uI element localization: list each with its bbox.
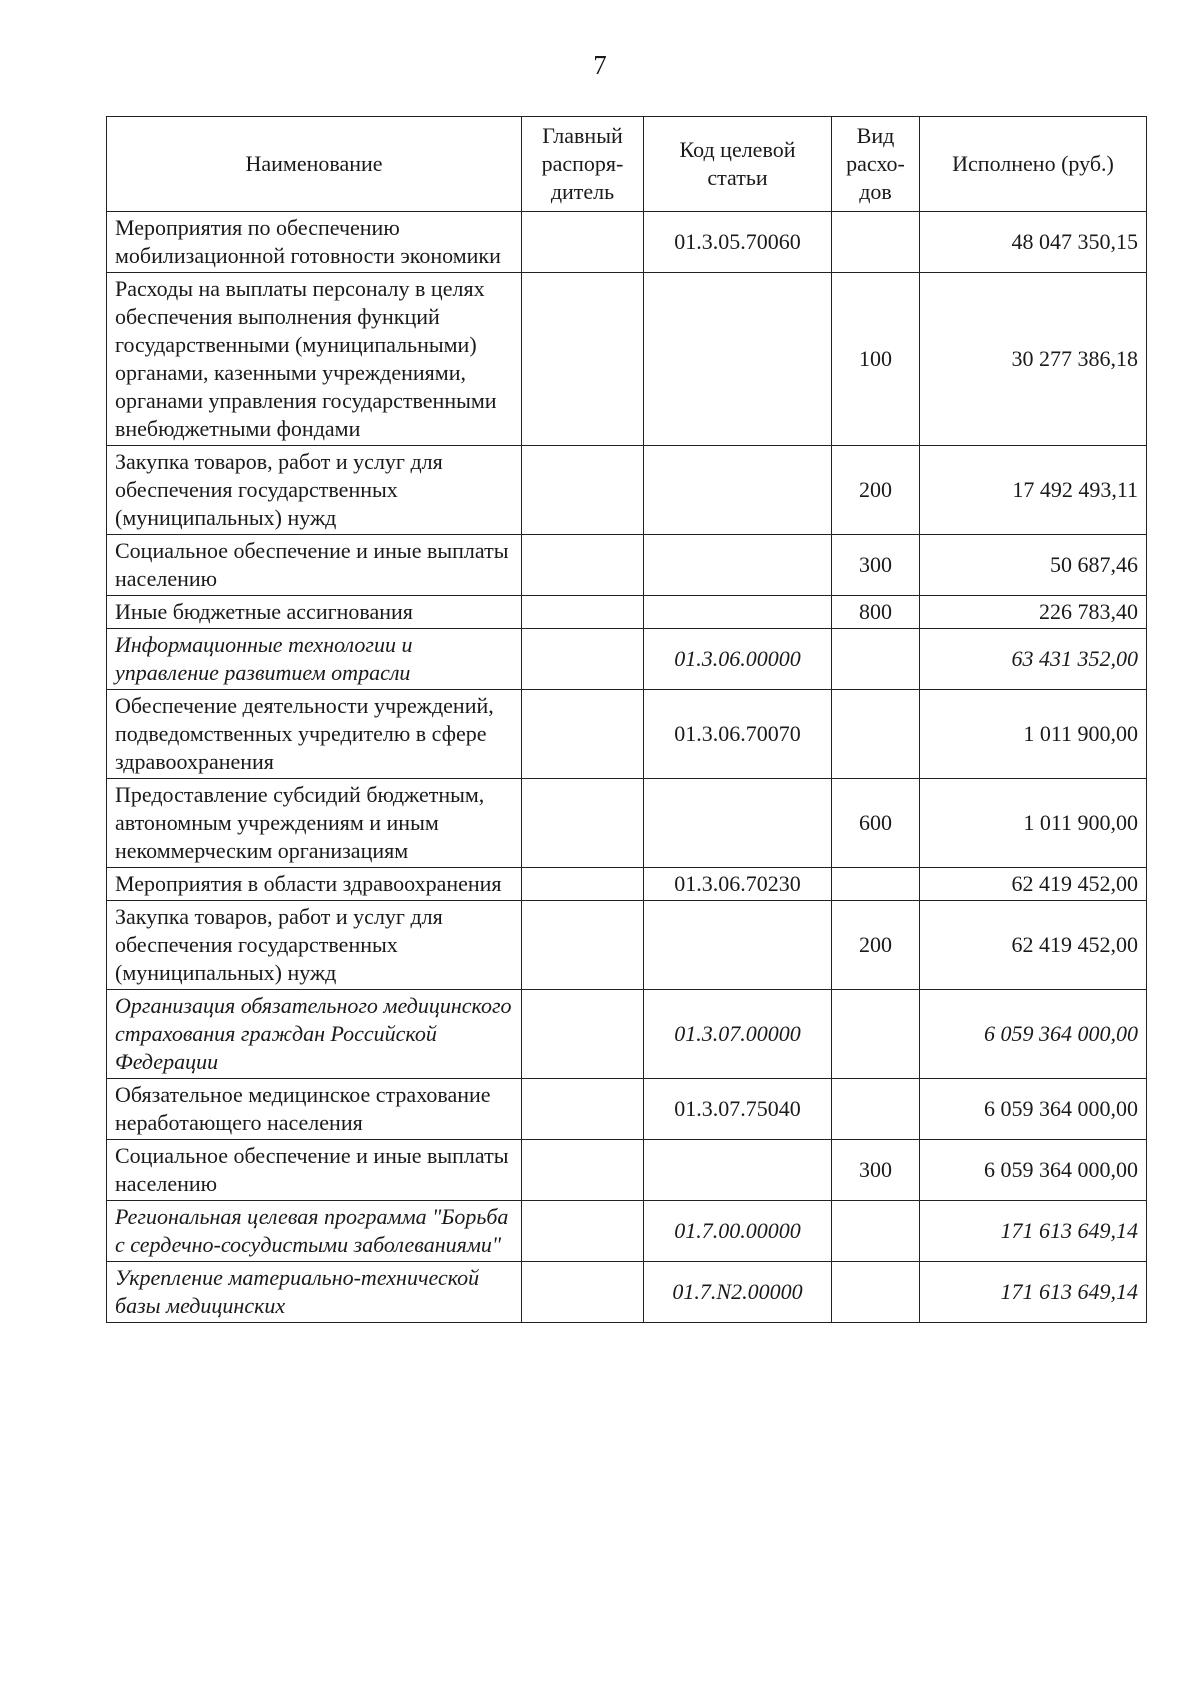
cell-manager (522, 1079, 644, 1140)
cell-manager (522, 901, 644, 990)
cell-amount: 6 059 364 000,00 (920, 990, 1147, 1079)
cell-name: Организация обязательного медицинского страхования граждан Российской Федерации (107, 990, 522, 1079)
cell-kind: 200 (832, 446, 920, 535)
table-row (107, 1201, 1147, 1262)
table-row (107, 990, 1147, 1079)
cell-kind: 300 (832, 535, 920, 596)
table-row (107, 446, 1147, 535)
cell-kind (832, 1079, 920, 1140)
cell-manager (522, 446, 644, 535)
cell-manager (522, 596, 644, 629)
cell-code (644, 446, 832, 535)
page-number: 7 (593, 50, 607, 80)
cell-code (644, 901, 832, 990)
cell-code (644, 535, 832, 596)
cell-amount: 62 419 452,00 (920, 868, 1147, 901)
header-kind: Вид расхо-дов (832, 117, 920, 212)
cell-name: Обеспечение деятельности учреждений, подведомственных учредителю в сфере здравоохранения (107, 690, 522, 779)
cell-manager (522, 990, 644, 1079)
cell-kind (832, 1201, 920, 1262)
cell-code: 01.3.07.75040 (644, 1079, 832, 1140)
cell-manager (522, 273, 644, 446)
budget-table (106, 116, 1147, 1323)
cell-kind: 800 (832, 596, 920, 629)
cell-name: Мероприятия в области здравоохранения (107, 868, 522, 901)
cell-code: 01.7.N2.00000 (644, 1262, 832, 1323)
cell-amount: 50 687,46 (920, 535, 1147, 596)
cell-kind: 300 (832, 1140, 920, 1201)
cell-kind: 200 (832, 901, 920, 990)
table-row (107, 868, 1147, 901)
cell-kind: 600 (832, 779, 920, 868)
cell-manager (522, 779, 644, 868)
cell-name: Закупка товаров, работ и услуг для обеспечения государственных (муниципальных) нужд (107, 901, 522, 990)
cell-code: 01.3.05.70060 (644, 212, 832, 273)
cell-manager (522, 1201, 644, 1262)
table-row (107, 596, 1147, 629)
cell-manager (522, 1262, 644, 1323)
cell-manager (522, 535, 644, 596)
cell-name: Мероприятия по обеспечению мобилизационной готовности экономики (107, 212, 522, 273)
cell-name: Социальное обеспечение и иные выплаты населению (107, 1140, 522, 1201)
cell-name: Предоставление субсидий бюджетным, автономным учреждениям и иным некоммерческим организациям (107, 779, 522, 868)
cell-amount: 1 011 900,00 (920, 690, 1147, 779)
cell-name: Расходы на выплаты персоналу в целях обеспечения выполнения функций государственными (муниципальными) органами, казенными учреждениями, органами управления государственными внебюджетными фондами (107, 273, 522, 446)
header-manager: Главный распоря-дитель (522, 117, 644, 212)
header-code: Код целевой статьи (644, 117, 832, 212)
cell-name: Иные бюджетные ассигнования (107, 596, 522, 629)
cell-name: Закупка товаров, работ и услуг для обеспечения государственных (муниципальных) нужд (107, 446, 522, 535)
cell-code (644, 273, 832, 446)
cell-manager (522, 629, 644, 690)
cell-code (644, 1140, 832, 1201)
cell-amount: 48 047 350,15 (920, 212, 1147, 273)
cell-manager (522, 1140, 644, 1201)
cell-kind (832, 868, 920, 901)
cell-amount: 171 613 649,14 (920, 1262, 1147, 1323)
cell-name: Региональная целевая программа "Борьба с сердечно-сосудистыми заболеваниями" (107, 1201, 522, 1262)
cell-name: Информационные технологии и управление развитием отрасли (107, 629, 522, 690)
cell-code: 01.3.06.70070 (644, 690, 832, 779)
cell-amount: 6 059 364 000,00 (920, 1140, 1147, 1201)
table-row (107, 535, 1147, 596)
cell-kind (832, 690, 920, 779)
cell-name: Социальное обеспечение и иные выплаты населению (107, 535, 522, 596)
cell-amount: 62 419 452,00 (920, 901, 1147, 990)
cell-code (644, 779, 832, 868)
cell-amount: 63 431 352,00 (920, 629, 1147, 690)
cell-code (644, 596, 832, 629)
cell-amount: 17 492 493,11 (920, 446, 1147, 535)
table-row (107, 690, 1147, 779)
cell-kind: 100 (832, 273, 920, 446)
cell-code: 01.3.07.00000 (644, 990, 832, 1079)
cell-manager (522, 212, 644, 273)
cell-code: 01.3.06.70230 (644, 868, 832, 901)
header-name: Наименование (107, 117, 522, 212)
cell-name: Укрепление материально-технической базы медицинских (107, 1262, 522, 1323)
table-row (107, 779, 1147, 868)
table-row (107, 212, 1147, 273)
cell-kind (832, 990, 920, 1079)
header-row (107, 117, 1147, 212)
table-row (107, 1140, 1147, 1201)
cell-kind (832, 629, 920, 690)
cell-code: 01.7.00.00000 (644, 1201, 832, 1262)
cell-name: Обязательное медицинское страхование неработающего населения (107, 1079, 522, 1140)
cell-kind (832, 1262, 920, 1323)
table-row (107, 273, 1147, 446)
cell-amount: 171 613 649,14 (920, 1201, 1147, 1262)
cell-code: 01.3.06.00000 (644, 629, 832, 690)
table-row (107, 1079, 1147, 1140)
table-row (107, 901, 1147, 990)
table-row (107, 1262, 1147, 1323)
cell-amount: 6 059 364 000,00 (920, 1079, 1147, 1140)
cell-amount: 30 277 386,18 (920, 273, 1147, 446)
cell-manager (522, 690, 644, 779)
cell-kind (832, 212, 920, 273)
table-row (107, 629, 1147, 690)
header-amount: Исполнено (руб.) (920, 117, 1147, 212)
cell-amount: 1 011 900,00 (920, 779, 1147, 868)
cell-amount: 226 783,40 (920, 596, 1147, 629)
cell-manager (522, 868, 644, 901)
